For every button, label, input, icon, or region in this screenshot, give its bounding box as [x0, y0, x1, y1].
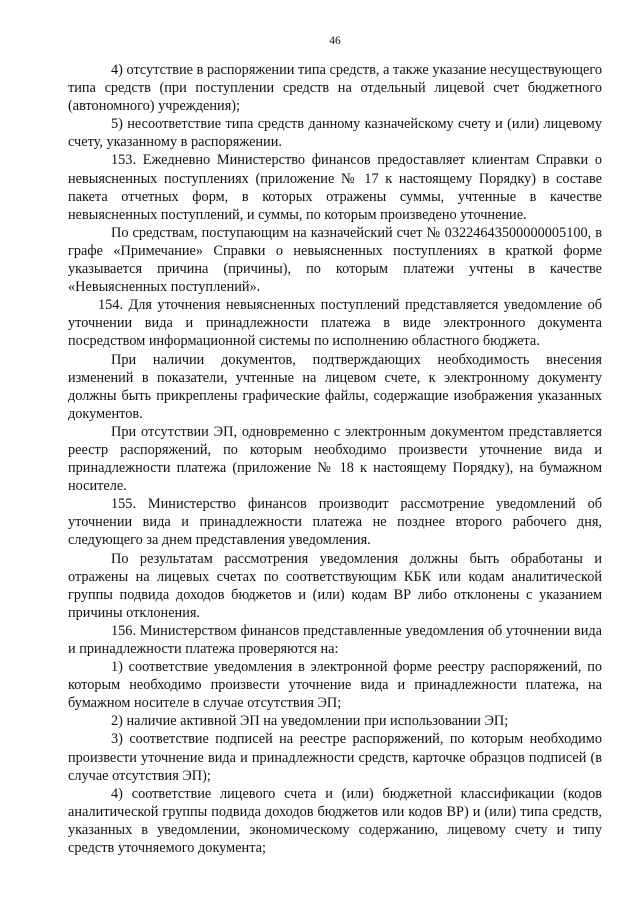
paragraph-paper-registry: При отсутствии ЭП, одновременно с электронным документом представляется реестр распоряжений, по которым необходимо произвести уточнение вида и принадлежности платежа (приложение № 18 к настоящему Порядку), на бумажном носителе. [68, 423, 602, 495]
paragraph-155-review-deadline: 155. Министерство финансов производит рассмотрение уведомлений об уточнении вида и принадлежности платежа не позднее второго рабочего дня, следующего за днем представления уведомления. [68, 496, 602, 549]
paragraph-156-checks-intro: 156. Министерством финансов представленные уведомления об уточнении вида и принадлежности платежа проверяются на: [68, 622, 602, 657]
paragraph-153-daily-reports: 153. Ежедневно Министерство финансов предоставляет клиентам Справки о невыясненных поступлениях (приложение № 17 к настоящему Порядку) в составе пакета отчетных форм, в которых отражены суммы, учтенные в качестве невыясненных поступлений, и суммы, по которым произведено уточнение. [68, 152, 602, 223]
paragraph-treasury-account-note: По средствам, поступающим на казначейский счет № 03224643500000005100, в графе «Примечание» Справки о невыясненных поступлениях в краткой форме указывается причина (причины), по которым платежи учтены в качестве «Невыясненных поступлений». [68, 224, 602, 296]
paragraph-154-clarification-notice: 154. Для уточнения невыясненных поступлений представляется уведомление об уточнении вида и принадлежности платежа в виде электронного документа посредством информационной системы по исполнению областного бюджета. [68, 297, 602, 350]
paragraph-check-1-registry-match: 1) соответствие уведомления в электронной форме реестру распоряжений, по которым необходимо произвести уточнение вида и принадлежности платежа, на бумажном носителе в случае отсутствия ЭП; [68, 659, 602, 712]
page-number: 46 [329, 35, 341, 47]
paragraph-check-4-account-classification: 4) соответствие лицевого счета и (или) бюджетной классификации (кодов аналитической группы подвида доходов бюджетов или кодов ВР) и (или) типа средств, указанных в уведомлении, экономическому содержанию, лицевому счету и типу средств уточняемого документа; [68, 785, 602, 857]
paragraph-review-results: По результатам рассмотрения уведомления должны быть обработаны и отражены на лицевых счетах по соответствующим КБК или кодам аналитической группы подвида доходов бюджетов и (или) кодам ВР либо отклонены с указанием причины отклонения. [68, 550, 602, 621]
paragraph-item-4-absence-of-fund-type: 4) отсутствие в распоряжении типа средств, а также указание несуществующего типа средств (при поступлении средств на отдельный лицевой счет бюджетного (автономного) учреждения); [68, 62, 602, 115]
paragraph-check-2-active-signature: 2) наличие активной ЭП на уведомлении при использовании ЭП; [111, 713, 509, 730]
paragraph-check-3-signature-match: 3) соответствие подписей на реестре распоряжений, по которым необходимо произвести уточнение вида и принадлежности средств, карточке образцов подписей (в случае отсутствия ЭП); [68, 731, 602, 784]
paragraph-item-5-fund-type-mismatch: 5) несоответствие типа средств данному казначейскому счету и (или) лицевому счету, указанному в распоряжении. [68, 116, 602, 151]
paragraph-attached-documents: При наличии документов, подтверждающих необходимость внесения изменений в показатели, учтенные на лицевом счете, к электронному документу должны быть прикреплены графические файлы, содержащие изображения указанных документов. [68, 351, 602, 422]
